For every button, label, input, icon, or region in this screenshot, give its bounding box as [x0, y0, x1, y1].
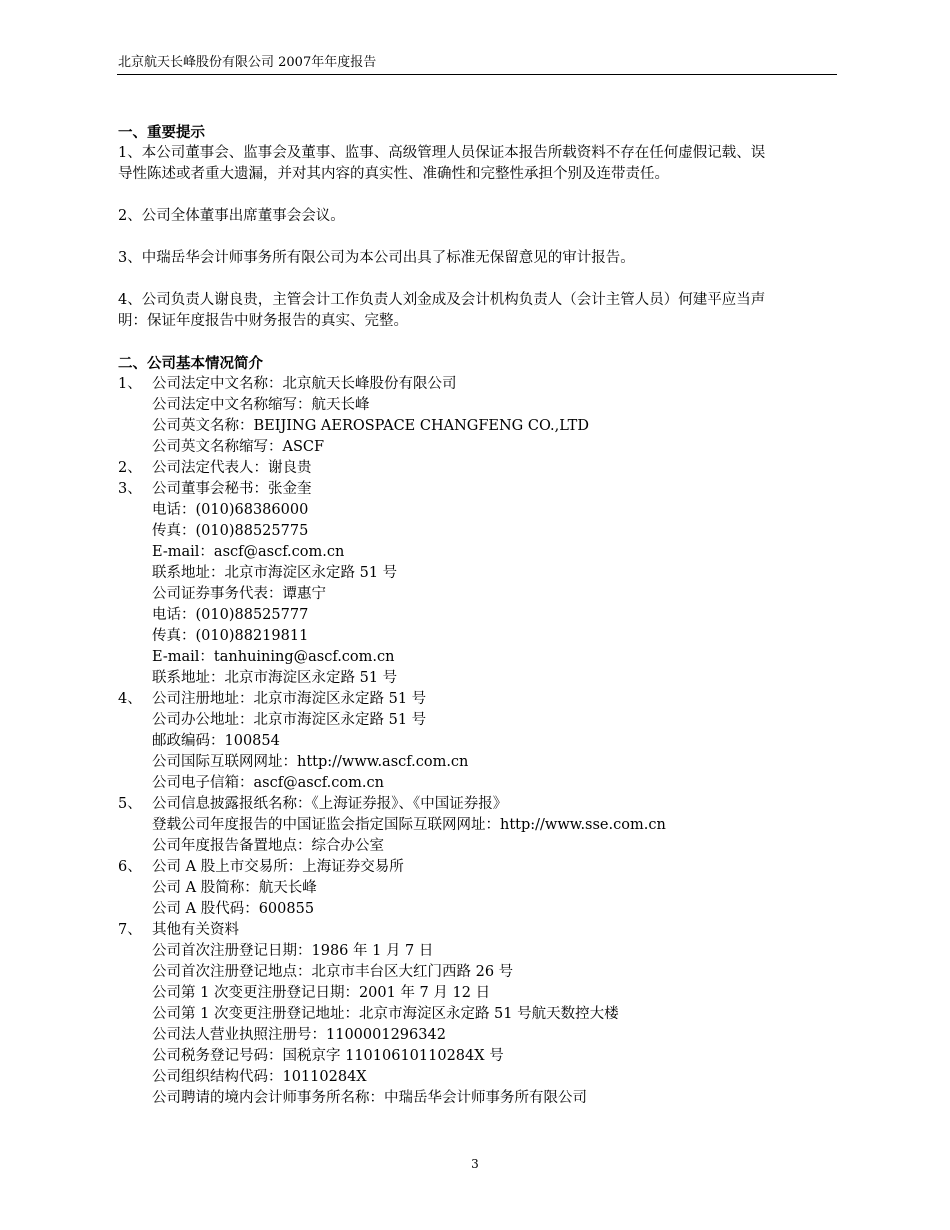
page-content: [118, 122, 838, 1109]
notice-paragraph-4-line-2: 明：保证年度报告中财务报告的真实、完整。: [118, 313, 408, 329]
list-item-detail: 公司组织结构代码：10110284X: [152, 1069, 367, 1085]
list-item: [118, 857, 838, 878]
list-item-number: 6、: [118, 859, 142, 875]
list-item: [118, 689, 838, 710]
list-item-text: 公司法定中文名称：北京航天长峰股份有限公司: [152, 376, 457, 392]
list-item: [118, 458, 838, 479]
list-item-number: 3、: [118, 481, 142, 497]
list-item-detail: 电话：(010)68386000: [152, 502, 309, 518]
page-number: 3: [471, 1157, 479, 1171]
list-item-text: 其他有关资料: [152, 922, 239, 938]
list-item-detail: 邮政编码：100854: [152, 733, 280, 749]
list-item-detail: 公司 A 股代码：600855: [152, 901, 315, 917]
list-item: [118, 920, 838, 941]
list-item-detail: 联系地址：北京市海淀区永定路 51 号: [152, 670, 398, 686]
list-item: [118, 479, 838, 500]
list-item-detail: 电话：(010)88525777: [152, 607, 309, 623]
list-item-number: 1、: [118, 376, 142, 392]
list-item-detail: 登载公司年度报告的中国证监会指定国际互联网网址：http://www.sse.com.cn: [152, 817, 666, 833]
section-heading-important-notice: 一、重要提示: [118, 124, 205, 141]
list-item-detail: 公司证券事务代表：谭惠宁: [152, 586, 326, 602]
list-item-number: 5、: [118, 796, 142, 812]
list-item: [118, 374, 838, 395]
section-heading-company-profile: 二、公司基本情况简介: [118, 355, 263, 372]
list-item-number: 7、: [118, 922, 142, 938]
list-item-detail: 公司首次注册登记地点：北京市丰台区大红门西路 26 号: [152, 964, 514, 980]
notice-paragraph-1-line-1: 1、本公司董事会、监事会及董事、监事、高级管理人员保证本报告所载资料不存在任何虚假记载、误: [118, 145, 766, 161]
list-item-text: 公司法定代表人：谢良贵: [152, 460, 312, 476]
list-item-text: 公司信息披露报纸名称：《上海证券报》、《中国证券报》: [152, 796, 508, 812]
list-item-detail: E-mail：tanhuining@ascf.com.cn: [152, 649, 395, 665]
list-item-detail: 公司电子信箱：ascf@ascf.com.cn: [152, 775, 384, 791]
list-item-text: 公司董事会秘书：张金奎: [152, 481, 312, 497]
list-item-detail: 传真：(010)88219811: [152, 628, 309, 644]
header-divider: [117, 74, 837, 75]
list-item-text: 公司注册地址：北京市海淀区永定路 51 号: [152, 691, 427, 707]
list-item-detail: E-mail：ascf@ascf.com.cn: [152, 544, 345, 560]
list-item-detail: 公司第 1 次变更注册登记日期：2001 年 7 月 12 日: [152, 985, 491, 1001]
list-item-detail: 公司办公地址：北京市海淀区永定路 51 号: [152, 712, 427, 728]
list-item-detail: 公司第 1 次变更注册登记地址：北京市海淀区永定路 51 号航天数控大楼: [152, 1006, 619, 1022]
list-item-detail: 公司国际互联网网址：http://www.ascf.com.cn: [152, 754, 469, 770]
notice-paragraph-2: 2、公司全体董事出席董事会会议。: [118, 208, 345, 224]
list-item: [118, 794, 838, 815]
list-item-detail: 公司首次注册登记日期：1986 年 1 月 7 日: [152, 943, 434, 959]
list-item-detail: 公司年度报告备置地点：综合办公室: [152, 838, 384, 854]
notice-paragraph-4-line-1: 4、公司负责人谢良贵，主管会计工作负责人刘金成及会计机构负责人（会计主管人员）何建平应当声: [118, 292, 766, 308]
list-item-detail: 公司法定中文名称缩写：航天长峰: [152, 397, 370, 413]
list-item-detail: 公司法人营业执照注册号：1100001296342: [152, 1027, 446, 1043]
list-item-number: 4、: [118, 691, 142, 707]
company-profile-list: [118, 374, 838, 1109]
notice-paragraph-1-line-2: 导性陈述或者重大遗漏，并对其内容的真实性、准确性和完整性承担个别及连带责任。: [118, 166, 669, 182]
notice-paragraph-3: 3、中瑞岳华会计师事务所有限公司为本公司出具了标准无保留意见的审计报告。: [118, 250, 635, 266]
list-item-detail: 传真：(010)88525775: [152, 523, 309, 539]
list-item-detail: 公司税务登记号码：国税京字 11010610110284X 号: [152, 1048, 504, 1064]
list-item-number: 2、: [118, 460, 142, 476]
list-item-detail: 公司英文名称缩写：ASCF: [152, 439, 325, 455]
list-item-detail: 公司聘请的境内会计师事务所名称：中瑞岳华会计师事务所有限公司: [152, 1090, 587, 1106]
list-item-detail: 公司 A 股简称：航天长峰: [152, 880, 317, 896]
list-item-detail: 联系地址：北京市海淀区永定路 51 号: [152, 565, 398, 581]
list-item-detail: 公司英文名称：BEIJING AEROSPACE CHANGFENG CO.,LTD: [152, 418, 589, 434]
list-item-text: 公司 A 股上市交易所：上海证券交易所: [152, 859, 404, 875]
report-header: 北京航天长峰股份有限公司 2007年年度报告: [118, 55, 377, 70]
